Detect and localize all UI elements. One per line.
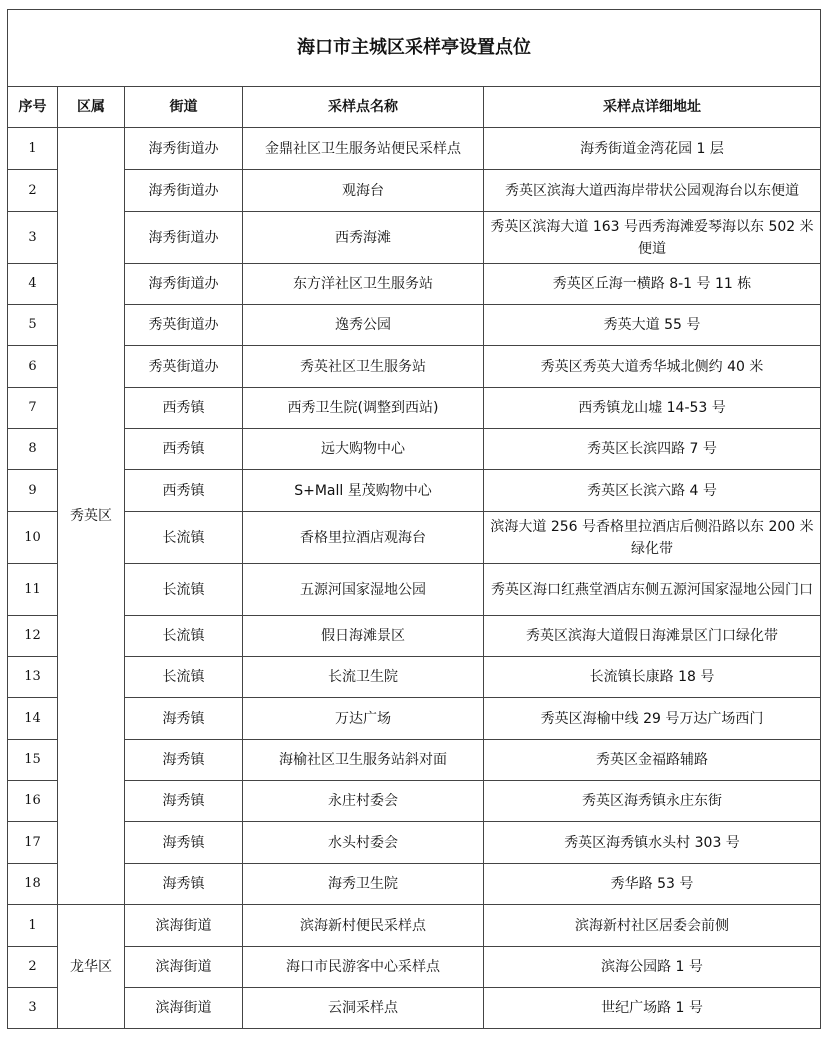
address-cell: 秀华路 53 号 [484,864,821,905]
sampling-sites-table [7,9,821,1029]
address-cell: 长流镇长康路 18 号 [484,657,821,698]
row-number: 8 [8,429,58,470]
street-cell: 长流镇 [125,564,243,616]
header-district: 区属 [58,87,125,128]
row-number: 6 [8,346,58,388]
table-row [8,512,821,564]
table-row [8,264,821,305]
table-row [8,657,821,698]
address-cell: 滨海公园路 1 号 [484,947,821,988]
table-row [8,388,821,429]
table-row [8,616,821,657]
street-cell: 滨海街道 [125,988,243,1029]
row-number: 12 [8,616,58,657]
address-cell: 秀英区长滨六路 4 号 [484,470,821,512]
address-cell: 秀英区丘海一横路 8-1 号 11 栋 [484,264,821,305]
table-title: 海口市主城区采样亭设置点位 [8,10,821,87]
site-name-cell: 西秀卫生院(调整到西站) [243,388,484,429]
table-row [8,128,821,170]
site-name-cell: 海口市民游客中心采样点 [243,947,484,988]
site-name-cell: S+Mall 星茂购物中心 [243,470,484,512]
row-number: 10 [8,512,58,564]
street-cell: 长流镇 [125,512,243,564]
street-cell: 海秀镇 [125,822,243,864]
site-name-cell: 五源河国家湿地公园 [243,564,484,616]
site-name-cell: 东方洋社区卫生服务站 [243,264,484,305]
row-number: 18 [8,864,58,905]
row-number: 7 [8,388,58,429]
header-address: 采样点详细地址 [484,87,821,128]
header-street: 街道 [125,87,243,128]
street-cell: 西秀镇 [125,388,243,429]
address-cell: 秀英区海秀镇永庄东街 [484,781,821,822]
table-row [8,429,821,470]
address-cell: 海秀街道金湾花园 1 层 [484,128,821,170]
row-number: 1 [8,128,58,170]
table-row [8,905,821,947]
table-row [8,781,821,822]
address-cell: 秀英大道 55 号 [484,305,821,346]
site-name-cell: 海榆社区卫生服务站斜对面 [243,740,484,781]
street-cell: 滨海街道 [125,947,243,988]
site-name-cell: 逸秀公园 [243,305,484,346]
site-name-cell: 云洞采样点 [243,988,484,1029]
address-cell: 秀英区长滨四路 7 号 [484,429,821,470]
header-row [8,87,821,128]
street-cell: 海秀镇 [125,698,243,740]
street-cell: 海秀镇 [125,740,243,781]
address-cell: 秀英区秀英大道秀华城北侧约 40 米 [484,346,821,388]
table-row [8,470,821,512]
row-number: 2 [8,947,58,988]
header-site-name: 采样点名称 [243,87,484,128]
site-name-cell: 金鼎社区卫生服务站便民采样点 [243,128,484,170]
title-row [8,10,821,87]
table-row [8,170,821,212]
row-number: 13 [8,657,58,698]
address-cell: 世纪广场路 1 号 [484,988,821,1029]
site-name-cell: 香格里拉酒店观海台 [243,512,484,564]
site-name-cell: 万达广场 [243,698,484,740]
row-number: 17 [8,822,58,864]
row-number: 1 [8,905,58,947]
address-cell: 滨海大道 256 号香格里拉酒店后侧沿路以东 200 米绿化带 [484,512,821,564]
street-cell: 西秀镇 [125,429,243,470]
row-number: 4 [8,264,58,305]
address-cell: 秀英区滨海大道 163 号西秀海滩爱琴海以东 502 米便道 [484,212,821,264]
street-cell: 西秀镇 [125,470,243,512]
site-name-cell: 秀英社区卫生服务站 [243,346,484,388]
address-cell: 滨海新村社区居委会前侧 [484,905,821,947]
row-number: 5 [8,305,58,346]
site-name-cell: 观海台 [243,170,484,212]
address-cell: 西秀镇龙山墟 14-53 号 [484,388,821,429]
row-number: 15 [8,740,58,781]
address-cell: 秀英区滨海大道假日海滩景区门口绿化带 [484,616,821,657]
street-cell: 海秀镇 [125,781,243,822]
street-cell: 海秀街道办 [125,170,243,212]
street-cell: 长流镇 [125,616,243,657]
street-cell: 秀英街道办 [125,305,243,346]
site-name-cell: 滨海新村便民采样点 [243,905,484,947]
street-cell: 海秀街道办 [125,212,243,264]
street-cell: 滨海街道 [125,905,243,947]
site-name-cell: 远大购物中心 [243,429,484,470]
district-cell: 秀英区 [58,128,125,905]
street-cell: 海秀镇 [125,864,243,905]
street-cell: 秀英街道办 [125,346,243,388]
table-row [8,988,821,1029]
site-name-cell: 西秀海滩 [243,212,484,264]
district-cell: 龙华区 [58,905,125,1029]
table-row [8,564,821,616]
table-row [8,822,821,864]
site-name-cell: 永庄村委会 [243,781,484,822]
street-cell: 长流镇 [125,657,243,698]
address-cell: 秀英区海口红燕堂酒店东侧五源河国家湿地公园门口 [484,564,821,616]
street-cell: 海秀街道办 [125,264,243,305]
row-number: 14 [8,698,58,740]
site-name-cell: 海秀卫生院 [243,864,484,905]
row-number: 2 [8,170,58,212]
table-row [8,864,821,905]
street-cell: 海秀街道办 [125,128,243,170]
row-number: 11 [8,564,58,616]
header-seq: 序号 [8,87,58,128]
row-number: 16 [8,781,58,822]
address-cell: 秀英区金福路辅路 [484,740,821,781]
address-cell: 秀英区海榆中线 29 号万达广场西门 [484,698,821,740]
address-cell: 秀英区滨海大道西海岸带状公园观海台以东便道 [484,170,821,212]
table-row [8,698,821,740]
row-number: 3 [8,988,58,1029]
table-row [8,740,821,781]
site-name-cell: 假日海滩景区 [243,616,484,657]
table-row [8,346,821,388]
address-cell: 秀英区海秀镇水头村 303 号 [484,822,821,864]
table-row [8,305,821,346]
row-number: 9 [8,470,58,512]
table-row [8,212,821,264]
row-number: 3 [8,212,58,264]
site-name-cell: 长流卫生院 [243,657,484,698]
table-row [8,947,821,988]
site-name-cell: 水头村委会 [243,822,484,864]
